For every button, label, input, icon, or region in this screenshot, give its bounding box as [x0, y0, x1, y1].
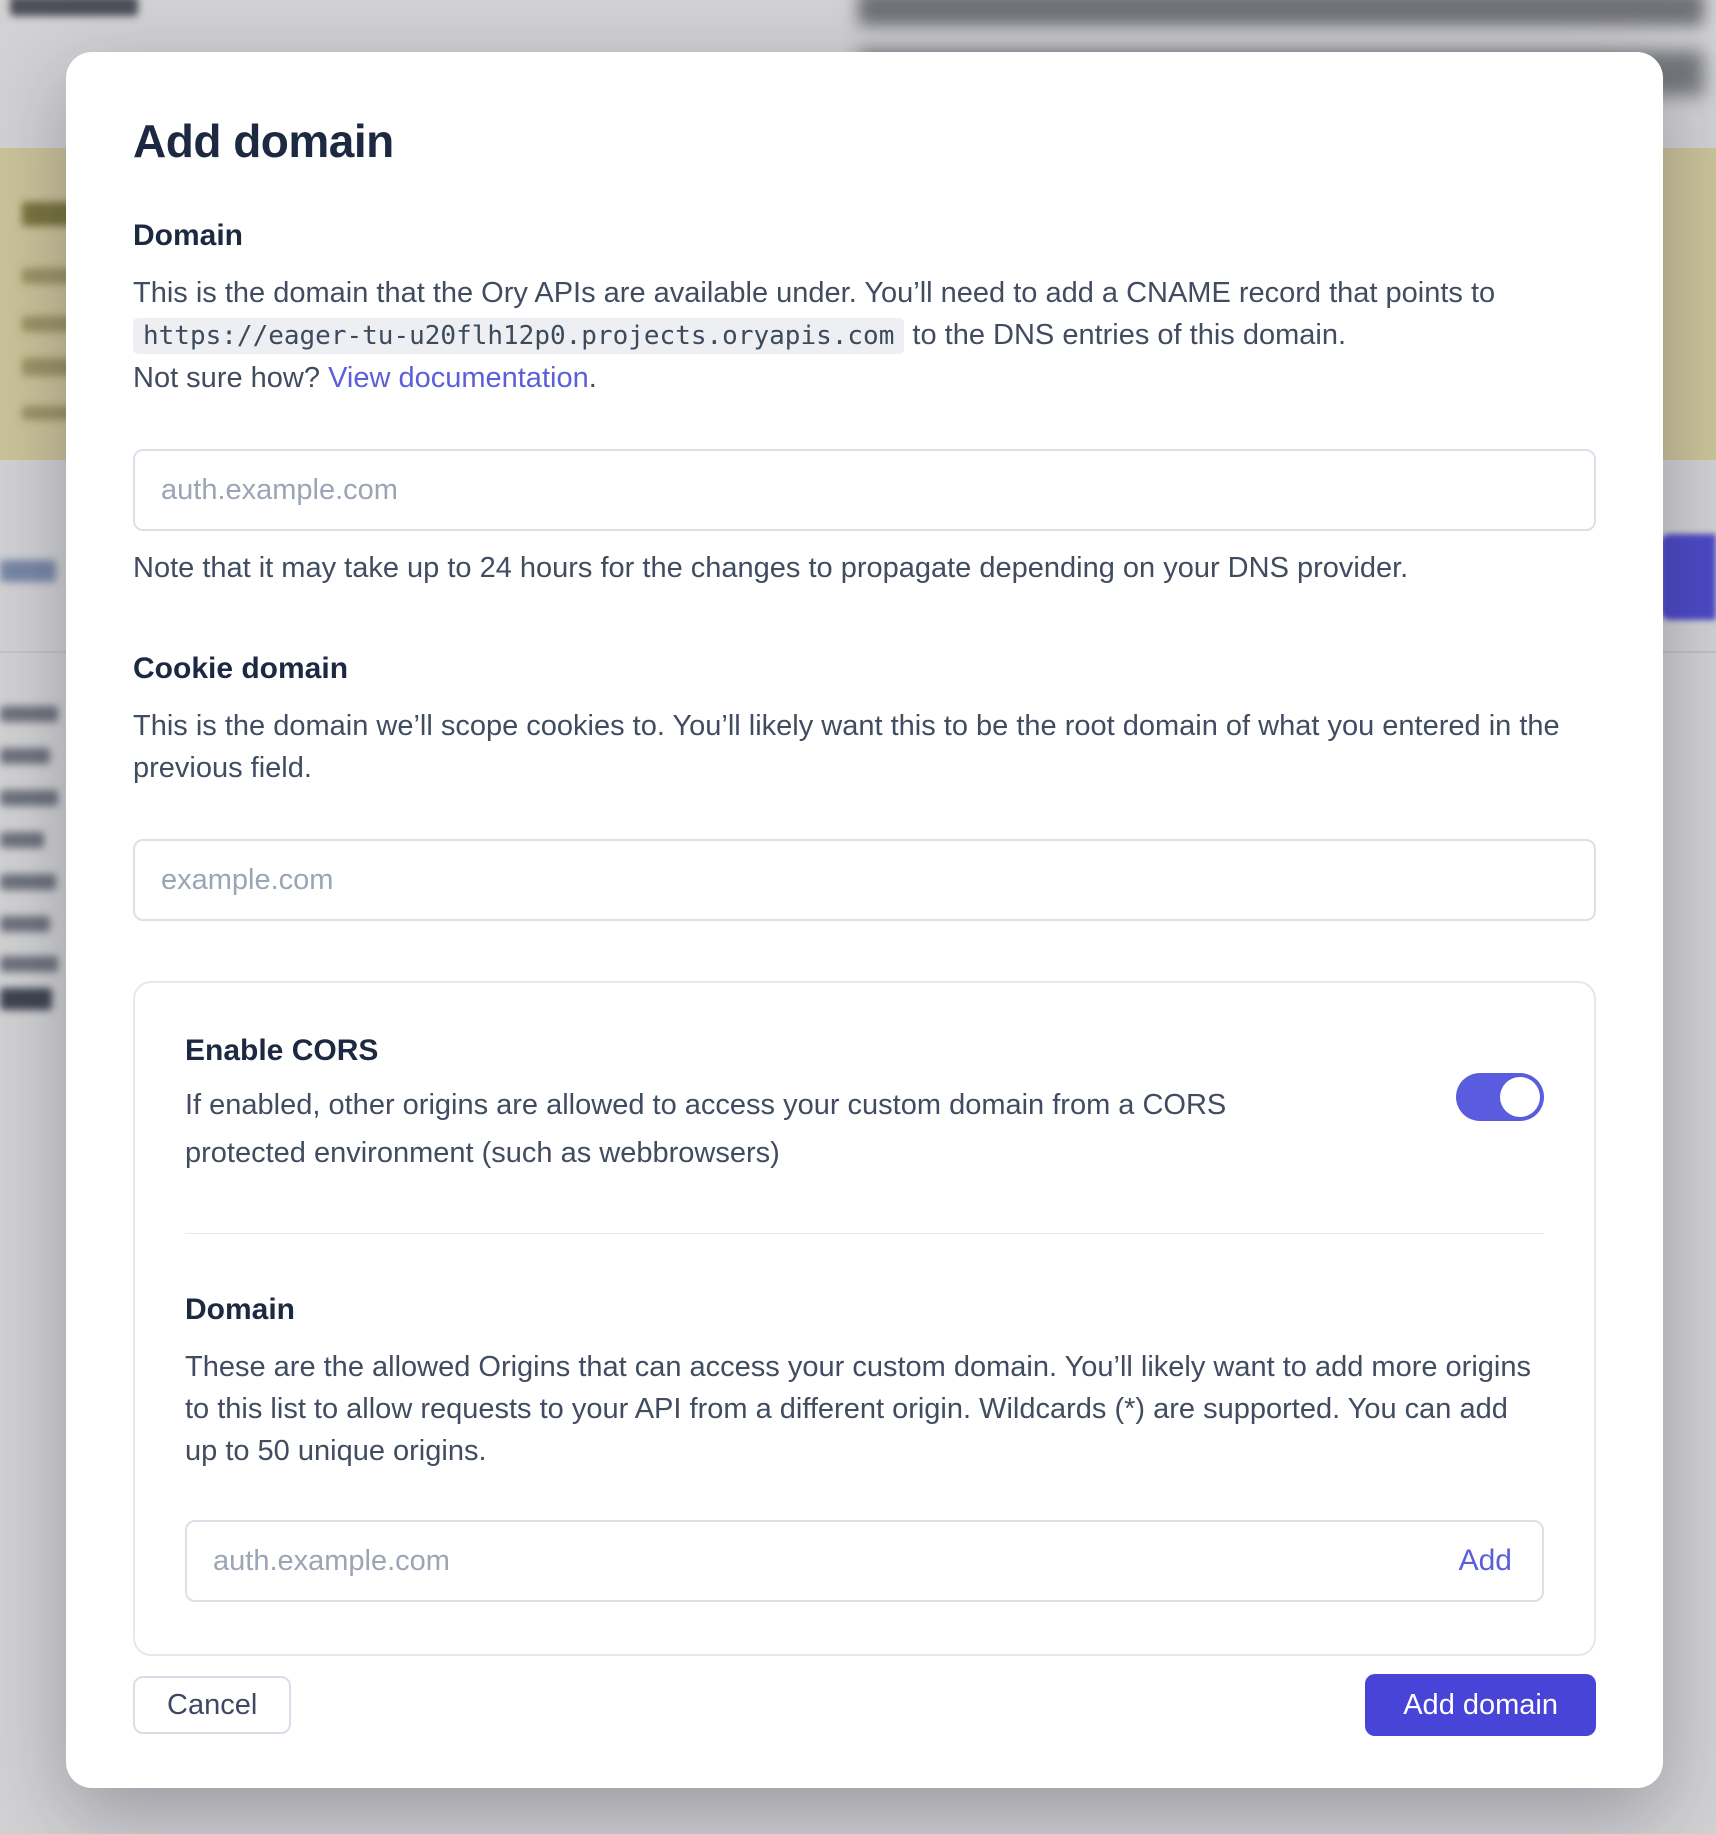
backdrop-text-fragment: [0, 988, 52, 1010]
domain-field-label: Domain: [133, 219, 244, 252]
backdrop-text-fragment: [0, 956, 58, 972]
dialog-title: Add domain: [133, 115, 394, 167]
domain-field-description: [133, 272, 1596, 357]
cookie-domain-description: This is the domain we’ll scope cookies to. You’ll likely want this to be the root domain of what you entered in the previous field.: [133, 710, 1560, 784]
toggle-knob: [1500, 1077, 1540, 1117]
card-divider: [185, 1233, 1544, 1234]
backdrop-text-fragment: [858, 0, 1704, 26]
backdrop-text-fragment: [0, 748, 50, 764]
help-suffix: .: [588, 362, 597, 394]
cors-toggle[interactable]: [1456, 1073, 1544, 1121]
backdrop-divider: [0, 651, 66, 653]
enable-cors-label: Enable CORS: [185, 1034, 379, 1067]
domain-description-text: This is the domain that the Ory APIs are available under. You’ll need to add a CNAME record that points to: [133, 277, 1496, 309]
cancel-button[interactable]: Cancel: [133, 1676, 291, 1734]
backdrop-text-fragment: [0, 874, 56, 890]
backdrop-text-fragment: [0, 916, 50, 932]
view-documentation-link[interactable]: View documentation: [328, 362, 589, 394]
cors-toggle-row: [185, 1033, 1544, 1177]
origin-input[interactable]: [185, 1520, 1544, 1602]
help-prompt: Not sure how?: [133, 362, 320, 394]
cors-card: [133, 981, 1596, 1656]
backdrop-divider: [1660, 651, 1716, 653]
cookie-domain-section: [133, 651, 1596, 981]
domain-propagation-note: Note that it may take up to 24 hours for the changes to propagate depending on your DNS provider.: [133, 552, 1409, 584]
domain-input[interactable]: [133, 449, 1596, 531]
cookie-domain-label: Cookie domain: [133, 652, 349, 685]
backdrop-button-fragment: [1660, 534, 1716, 620]
dialog-footer: [133, 1674, 1596, 1736]
backdrop-text-fragment: [0, 790, 58, 806]
cname-target-code: https://eager-tu-u20flh12p0.projects.oryapis.com: [133, 318, 904, 354]
origins-description: These are the allowed Origins that can access your custom domain. You’ll likely want to add more origins to this list to allow requests to your API from a different origin. Wildcards (*) are supported. You can add up to 50 unique origins.: [185, 1351, 1531, 1467]
origins-label: Domain: [185, 1293, 296, 1326]
cookie-domain-input[interactable]: [133, 839, 1596, 921]
backdrop-text-fragment: [0, 706, 58, 722]
documentation-help-line: [133, 357, 1596, 399]
add-domain-button[interactable]: Add domain: [1365, 1674, 1596, 1736]
add-origin-button[interactable]: Add: [1458, 1544, 1512, 1577]
add-domain-dialog: [66, 52, 1663, 1788]
backdrop-tab-fragment: [0, 560, 56, 582]
backdrop-heading-fragment: [10, 0, 138, 16]
origin-input-group: [185, 1520, 1544, 1602]
backdrop-text-fragment: [0, 832, 44, 848]
domain-description-text: to the DNS entries of this domain.: [912, 319, 1347, 351]
cors-toggle-text: [185, 1033, 1456, 1177]
enable-cors-description: If enabled, other origins are allowed to access your custom domain from a CORS protected environment (such as webbrowsers): [185, 1089, 1227, 1169]
